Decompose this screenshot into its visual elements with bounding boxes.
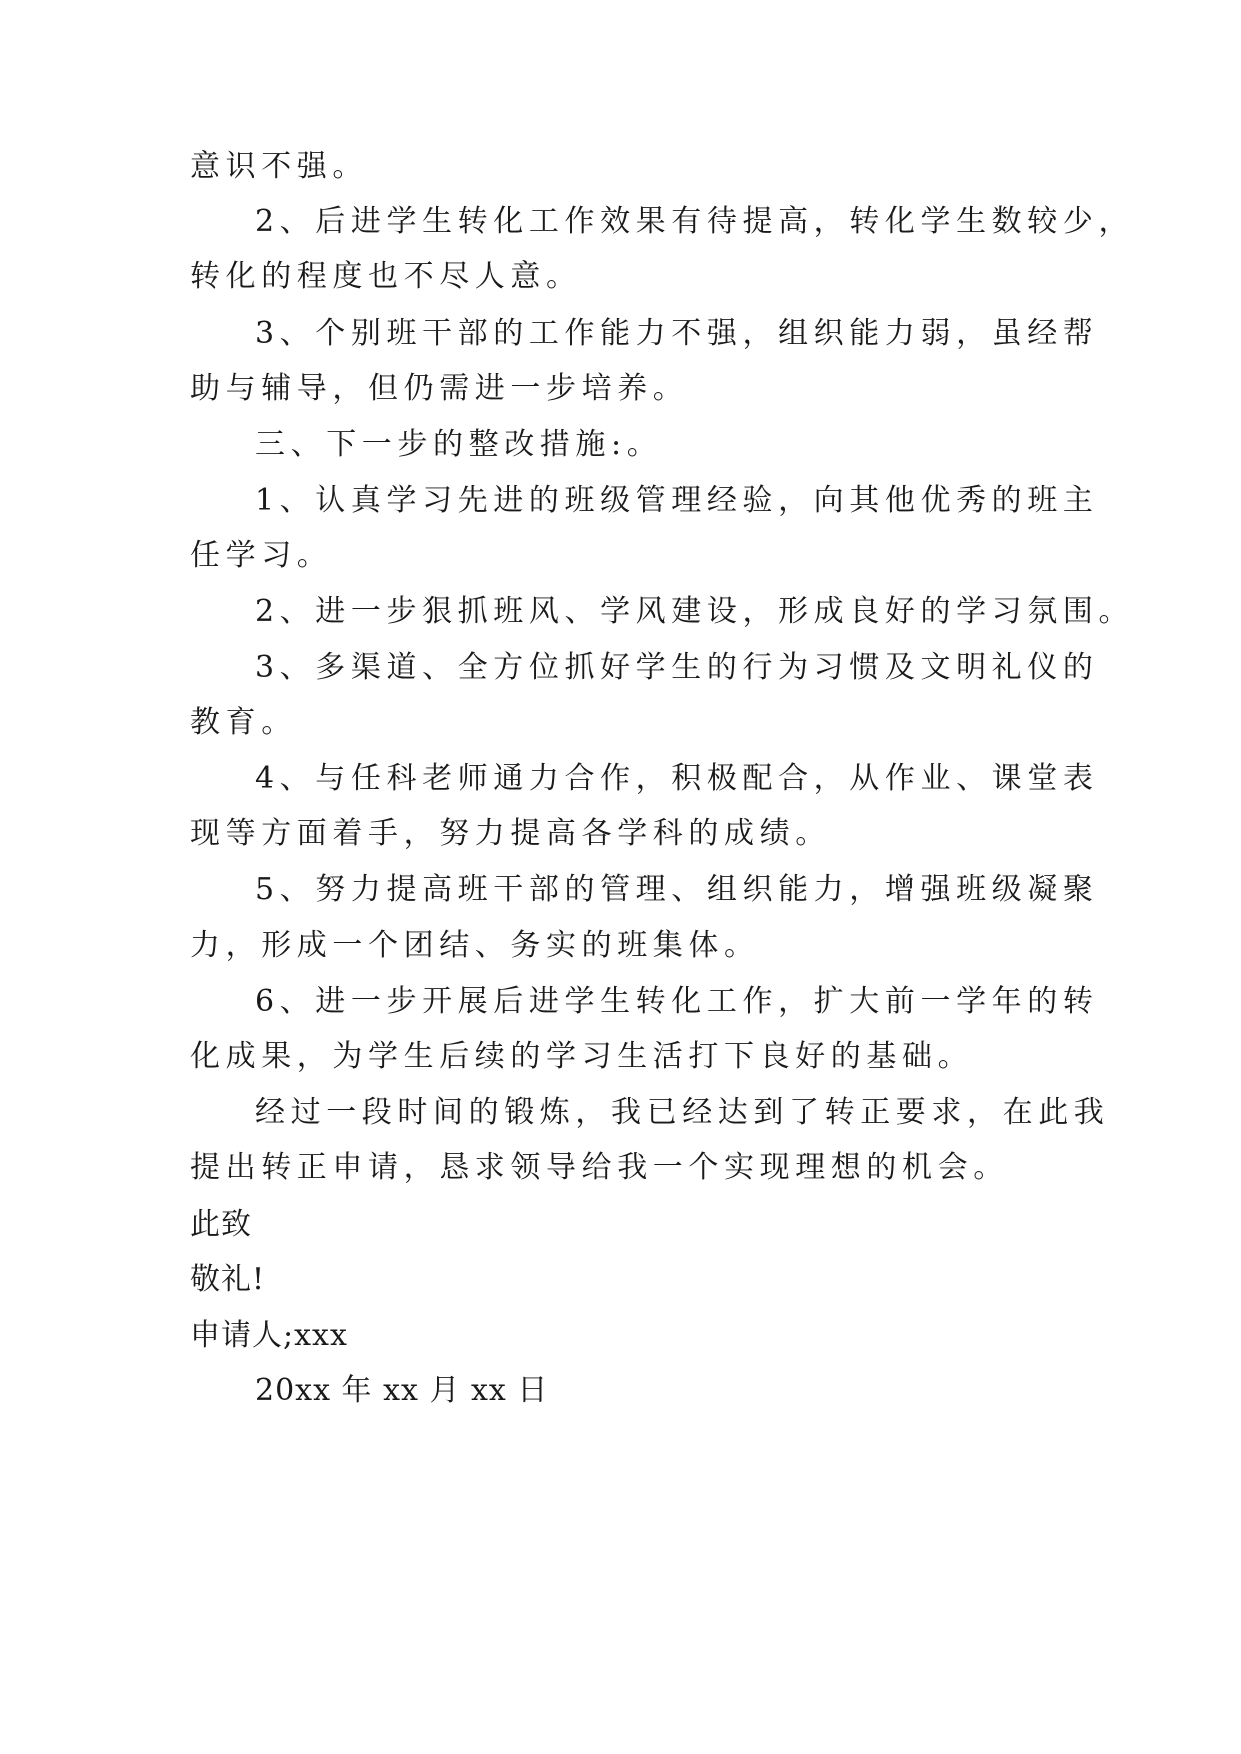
paragraph-line: 教育。 [190, 705, 297, 740]
paragraph-line: 3、个别班干部的工作能力不强，组织能力弱，虽经帮 [255, 316, 1099, 351]
paragraph-line: 意识不强。 [190, 149, 368, 184]
paragraph-line: 1、认真学习先进的班级管理经验，向其他优秀的班主 [255, 483, 1099, 518]
salutation-line: 敬礼! [190, 1262, 266, 1297]
paragraph-line: 5、努力提高班干部的管理、组织能力，增强班级凝聚 [255, 872, 1099, 907]
paragraph-line: 力，形成一个团结、务实的班集体。 [190, 928, 760, 963]
paragraph-line: 4、与任科老师通力合作，积极配合，从作业、课堂表 [255, 761, 1099, 796]
paragraph-line: 转化的程度也不尽人意。 [190, 259, 582, 294]
paragraph-line: 助与辅导，但仍需进一步培养。 [190, 371, 689, 406]
date-line: 20xx 年 xx 月 xx 日 [255, 1373, 549, 1408]
paragraph-line: 2、后进学生转化工作效果有待提高，转化学生数较少， [255, 204, 1135, 239]
paragraph-line: 提出转正申请，恳求领导给我一个实现理想的机会。 [190, 1150, 1009, 1185]
closing-line: 此致 [190, 1207, 252, 1242]
paragraph-line: 2、进一步狠抓班风、学风建设，形成良好的学习氛围。 [255, 594, 1135, 629]
paragraph-line: 化成果，为学生后续的学习生活打下良好的基础。 [190, 1039, 974, 1074]
paragraph-line: 6、进一步开展后进学生转化工作，扩大前一学年的转 [255, 984, 1099, 1019]
paragraph-line: 经过一段时间的锻炼，我已经达到了转正要求，在此我 [255, 1095, 1110, 1130]
applicant-line: 申请人;xxx [190, 1318, 348, 1353]
paragraph-line: 3、多渠道、全方位抓好学生的行为习惯及文明礼仪的 [255, 650, 1099, 685]
paragraph-line: 现等方面着手，努力提高各学科的成绩。 [190, 816, 831, 851]
section-heading: 三、下一步的整改措施:。 [255, 427, 663, 462]
paragraph-line: 任学习。 [190, 538, 333, 573]
